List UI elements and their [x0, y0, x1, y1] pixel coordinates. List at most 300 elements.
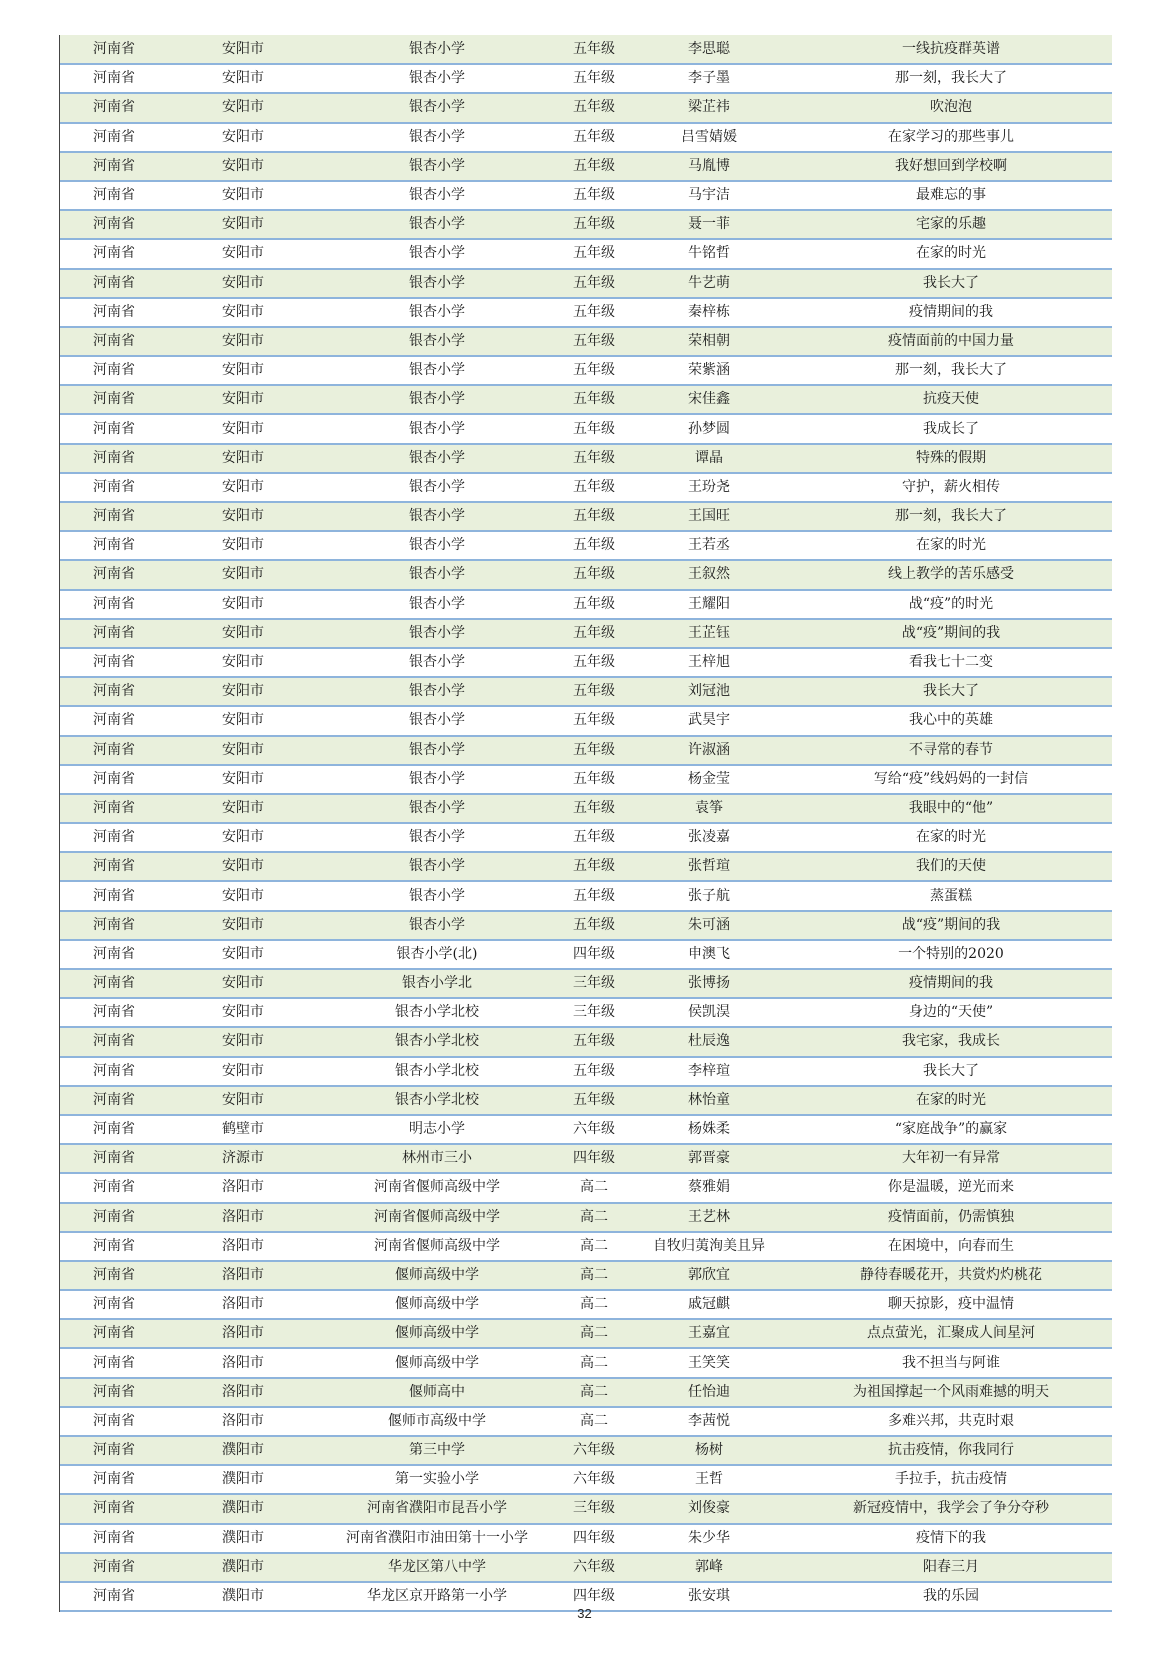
city-cell: 安阳市 — [172, 706, 314, 735]
province-cell: 河南省 — [60, 911, 172, 940]
grade-cell: 高二 — [560, 1290, 628, 1319]
table-row — [60, 1524, 1112, 1553]
province-cell: 河南省 — [60, 1086, 172, 1115]
table-row — [60, 1173, 1112, 1202]
table-row — [60, 269, 1112, 298]
school-cell: 第一实验小学 — [314, 1465, 560, 1494]
table-row — [60, 677, 1112, 706]
city-cell: 安阳市 — [172, 269, 314, 298]
title-cell: 聊天掠影，疫中温情 — [790, 1290, 1112, 1319]
title-cell: 手拉手，抗击疫情 — [790, 1465, 1112, 1494]
title-cell: 静待春暖花开，共赏灼灼桃花 — [790, 1261, 1112, 1290]
school-cell: 偃师高级中学 — [314, 1261, 560, 1290]
student-cell: 聂一菲 — [628, 210, 790, 239]
student-cell: 任怡迪 — [628, 1378, 790, 1407]
title-cell: 看我七十二变 — [790, 648, 1112, 677]
school-cell: 银杏小学 — [314, 93, 560, 122]
province-cell: 河南省 — [60, 1582, 172, 1611]
table-row — [60, 1494, 1112, 1523]
grade-cell: 五年级 — [560, 210, 628, 239]
city-cell: 濮阳市 — [172, 1553, 314, 1582]
province-cell: 河南省 — [60, 1348, 172, 1377]
grade-cell: 五年级 — [560, 706, 628, 735]
title-cell: 大年初一有异常 — [790, 1144, 1112, 1173]
school-cell: 偃师高中 — [314, 1378, 560, 1407]
province-cell: 河南省 — [60, 502, 172, 531]
province-cell: 河南省 — [60, 93, 172, 122]
student-cell: 牛铭哲 — [628, 239, 790, 268]
student-cell: 王玢尧 — [628, 473, 790, 502]
school-cell: 偃师高级中学 — [314, 1348, 560, 1377]
grade-cell: 五年级 — [560, 619, 628, 648]
student-cell: 张子航 — [628, 881, 790, 910]
province-cell: 河南省 — [60, 1144, 172, 1173]
school-cell: 华龙区京开路第一小学 — [314, 1582, 560, 1611]
title-cell: 阳春三月 — [790, 1553, 1112, 1582]
city-cell: 安阳市 — [172, 560, 314, 589]
table-row — [60, 619, 1112, 648]
grade-cell: 高二 — [560, 1348, 628, 1377]
student-cell: 郭峰 — [628, 1553, 790, 1582]
school-cell: 银杏小学北校 — [314, 1027, 560, 1056]
province-cell: 河南省 — [60, 1436, 172, 1465]
school-cell: 银杏小学(北) — [314, 940, 560, 969]
school-cell: 银杏小学 — [314, 210, 560, 239]
province-cell: 河南省 — [60, 444, 172, 473]
student-cell: 王嘉宜 — [628, 1319, 790, 1348]
student-cell: 袁筝 — [628, 794, 790, 823]
school-cell: 偃师高级中学 — [314, 1319, 560, 1348]
city-cell: 安阳市 — [172, 93, 314, 122]
school-cell: 银杏小学 — [314, 911, 560, 940]
title-cell: 在家的时光 — [790, 239, 1112, 268]
student-cell: 郭欣宜 — [628, 1261, 790, 1290]
city-cell: 濮阳市 — [172, 1582, 314, 1611]
student-cell: 张凌嘉 — [628, 823, 790, 852]
school-cell: 银杏小学 — [314, 385, 560, 414]
title-cell: 战“疫”期间的我 — [790, 911, 1112, 940]
school-cell: 河南省偃师高级中学 — [314, 1203, 560, 1232]
table-row — [60, 560, 1112, 589]
grade-cell: 五年级 — [560, 911, 628, 940]
province-cell: 河南省 — [60, 531, 172, 560]
grade-cell: 五年级 — [560, 1027, 628, 1056]
student-cell: 荣相朝 — [628, 327, 790, 356]
table-row — [60, 123, 1112, 152]
city-cell: 洛阳市 — [172, 1348, 314, 1377]
school-cell: 银杏小学北 — [314, 969, 560, 998]
province-cell: 河南省 — [60, 1553, 172, 1582]
province-cell: 河南省 — [60, 1232, 172, 1261]
student-cell: 刘俊豪 — [628, 1494, 790, 1523]
province-cell: 河南省 — [60, 852, 172, 881]
table-row — [60, 736, 1112, 765]
grade-cell: 五年级 — [560, 473, 628, 502]
city-cell: 濮阳市 — [172, 1465, 314, 1494]
province-cell: 河南省 — [60, 706, 172, 735]
city-cell: 安阳市 — [172, 648, 314, 677]
city-cell: 安阳市 — [172, 385, 314, 414]
city-cell: 鹤壁市 — [172, 1115, 314, 1144]
student-cell: 王耀阳 — [628, 590, 790, 619]
province-cell: 河南省 — [60, 1027, 172, 1056]
student-cell: 马胤博 — [628, 152, 790, 181]
title-cell: 你是温暖，逆光而来 — [790, 1173, 1112, 1202]
school-cell: 银杏小学 — [314, 677, 560, 706]
title-cell: 写给“疫”线妈妈的一封信 — [790, 765, 1112, 794]
grade-cell: 五年级 — [560, 414, 628, 443]
grade-cell: 高二 — [560, 1261, 628, 1290]
province-cell: 河南省 — [60, 1524, 172, 1553]
student-cell: 刘冠池 — [628, 677, 790, 706]
school-cell: 银杏小学 — [314, 444, 560, 473]
table-row — [60, 794, 1112, 823]
table-row — [60, 1319, 1112, 1348]
student-cell: 张博扬 — [628, 969, 790, 998]
title-cell: 我好想回到学校啊 — [790, 152, 1112, 181]
title-cell: 为祖国撑起一个风雨难撼的明天 — [790, 1378, 1112, 1407]
city-cell: 安阳市 — [172, 531, 314, 560]
student-cell: 武昊宇 — [628, 706, 790, 735]
title-cell: 一线抗疫群英谱 — [790, 35, 1112, 64]
city-cell: 济源市 — [172, 1144, 314, 1173]
student-cell: 李茜悦 — [628, 1407, 790, 1436]
school-cell: 银杏小学 — [314, 327, 560, 356]
province-cell: 河南省 — [60, 969, 172, 998]
title-cell: 那一刻，我长大了 — [790, 64, 1112, 93]
school-cell: 银杏小学 — [314, 765, 560, 794]
grade-cell: 五年级 — [560, 327, 628, 356]
title-cell: 疫情面前，仍需慎独 — [790, 1203, 1112, 1232]
city-cell: 濮阳市 — [172, 1436, 314, 1465]
student-cell: 谭晶 — [628, 444, 790, 473]
grade-cell: 六年级 — [560, 1465, 628, 1494]
student-cell: 秦梓栋 — [628, 298, 790, 327]
school-cell: 银杏小学 — [314, 881, 560, 910]
student-cell: 王艺林 — [628, 1203, 790, 1232]
city-cell: 安阳市 — [172, 473, 314, 502]
title-cell: 疫情面前的中国力量 — [790, 327, 1112, 356]
title-cell: 我宅家，我成长 — [790, 1027, 1112, 1056]
student-cell: 杜辰逸 — [628, 1027, 790, 1056]
grade-cell: 五年级 — [560, 93, 628, 122]
city-cell: 安阳市 — [172, 356, 314, 385]
grade-cell: 三年级 — [560, 1494, 628, 1523]
title-cell: 在家学习的那些事儿 — [790, 123, 1112, 152]
city-cell: 安阳市 — [172, 327, 314, 356]
student-cell: 杨树 — [628, 1436, 790, 1465]
grade-cell: 五年级 — [560, 852, 628, 881]
province-cell: 河南省 — [60, 1319, 172, 1348]
school-cell: 银杏小学 — [314, 590, 560, 619]
city-cell: 安阳市 — [172, 969, 314, 998]
award-list-table-container — [59, 35, 1112, 1612]
table-row — [60, 1027, 1112, 1056]
table-row — [60, 852, 1112, 881]
province-cell: 河南省 — [60, 473, 172, 502]
student-cell: 朱可涵 — [628, 911, 790, 940]
city-cell: 安阳市 — [172, 998, 314, 1027]
school-cell: 河南省偃师高级中学 — [314, 1173, 560, 1202]
province-cell: 河南省 — [60, 181, 172, 210]
grade-cell: 五年级 — [560, 64, 628, 93]
table-row — [60, 1290, 1112, 1319]
city-cell: 安阳市 — [172, 502, 314, 531]
school-cell: 银杏小学 — [314, 239, 560, 268]
province-cell: 河南省 — [60, 1290, 172, 1319]
province-cell: 河南省 — [60, 1494, 172, 1523]
city-cell: 安阳市 — [172, 590, 314, 619]
student-cell: 王若丞 — [628, 531, 790, 560]
school-cell: 银杏小学 — [314, 414, 560, 443]
title-cell: 抗疫天使 — [790, 385, 1112, 414]
student-cell: 申澳飞 — [628, 940, 790, 969]
province-cell: 河南省 — [60, 35, 172, 64]
table-row — [60, 823, 1112, 852]
table-row — [60, 152, 1112, 181]
title-cell: 点点萤光，汇聚成人间星河 — [790, 1319, 1112, 1348]
table-row — [60, 1261, 1112, 1290]
student-cell: 王芷钰 — [628, 619, 790, 648]
city-cell: 洛阳市 — [172, 1203, 314, 1232]
title-cell: 宅家的乐趣 — [790, 210, 1112, 239]
grade-cell: 五年级 — [560, 269, 628, 298]
table-row — [60, 1407, 1112, 1436]
table-row — [60, 210, 1112, 239]
table-row — [60, 706, 1112, 735]
student-cell: 杨金莹 — [628, 765, 790, 794]
title-cell: 在困境中，向春而生 — [790, 1232, 1112, 1261]
table-row — [60, 998, 1112, 1027]
title-cell: 战“疫”期间的我 — [790, 619, 1112, 648]
province-cell: 河南省 — [60, 648, 172, 677]
table-row — [60, 1086, 1112, 1115]
province-cell: 河南省 — [60, 794, 172, 823]
grade-cell: 五年级 — [560, 152, 628, 181]
city-cell: 安阳市 — [172, 881, 314, 910]
school-cell: 银杏小学 — [314, 64, 560, 93]
city-cell: 洛阳市 — [172, 1290, 314, 1319]
school-cell: 银杏小学 — [314, 473, 560, 502]
title-cell: 我心中的英雄 — [790, 706, 1112, 735]
title-cell: 我们的天使 — [790, 852, 1112, 881]
award-list-table — [60, 35, 1112, 1612]
table-row — [60, 1348, 1112, 1377]
table-row — [60, 35, 1112, 64]
province-cell: 河南省 — [60, 356, 172, 385]
school-cell: 银杏小学 — [314, 794, 560, 823]
school-cell: 银杏小学 — [314, 706, 560, 735]
city-cell: 安阳市 — [172, 619, 314, 648]
student-cell: 吕雪婧媛 — [628, 123, 790, 152]
table-row — [60, 911, 1112, 940]
city-cell: 洛阳市 — [172, 1378, 314, 1407]
table-row — [60, 648, 1112, 677]
province-cell: 河南省 — [60, 269, 172, 298]
grade-cell: 五年级 — [560, 1057, 628, 1086]
grade-cell: 五年级 — [560, 648, 628, 677]
province-cell: 河南省 — [60, 560, 172, 589]
grade-cell: 高二 — [560, 1378, 628, 1407]
grade-cell: 五年级 — [560, 736, 628, 765]
province-cell: 河南省 — [60, 64, 172, 93]
school-cell: 银杏小学 — [314, 531, 560, 560]
student-cell: 许淑涵 — [628, 736, 790, 765]
grade-cell: 五年级 — [560, 560, 628, 589]
title-cell: 疫情期间的我 — [790, 969, 1112, 998]
school-cell: 银杏小学 — [314, 619, 560, 648]
student-cell: 孙梦圆 — [628, 414, 790, 443]
grade-cell: 五年级 — [560, 502, 628, 531]
city-cell: 安阳市 — [172, 239, 314, 268]
school-cell: 偃师市高级中学 — [314, 1407, 560, 1436]
city-cell: 安阳市 — [172, 414, 314, 443]
title-cell: 疫情期间的我 — [790, 298, 1112, 327]
province-cell: 河南省 — [60, 677, 172, 706]
school-cell: 银杏小学北校 — [314, 998, 560, 1027]
school-cell: 银杏小学 — [314, 35, 560, 64]
school-cell: 银杏小学 — [314, 269, 560, 298]
student-cell: 王笑笑 — [628, 1348, 790, 1377]
table-row — [60, 881, 1112, 910]
school-cell: 银杏小学 — [314, 852, 560, 881]
city-cell: 安阳市 — [172, 852, 314, 881]
province-cell: 河南省 — [60, 940, 172, 969]
table-body — [60, 35, 1112, 1611]
student-cell: 王叙然 — [628, 560, 790, 589]
table-row — [60, 385, 1112, 414]
province-cell: 河南省 — [60, 1261, 172, 1290]
title-cell: 我的乐园 — [790, 1582, 1112, 1611]
title-cell: 在家的时光 — [790, 1086, 1112, 1115]
grade-cell: 五年级 — [560, 385, 628, 414]
city-cell: 濮阳市 — [172, 1494, 314, 1523]
grade-cell: 高二 — [560, 1407, 628, 1436]
grade-cell: 五年级 — [560, 677, 628, 706]
school-cell: 银杏小学 — [314, 502, 560, 531]
province-cell: 河南省 — [60, 1378, 172, 1407]
title-cell: 特殊的假期 — [790, 444, 1112, 473]
grade-cell: 六年级 — [560, 1436, 628, 1465]
student-cell: 李思聪 — [628, 35, 790, 64]
grade-cell: 五年级 — [560, 35, 628, 64]
city-cell: 安阳市 — [172, 1086, 314, 1115]
student-cell: 荣紫涵 — [628, 356, 790, 385]
city-cell: 安阳市 — [172, 444, 314, 473]
student-cell: 王国旺 — [628, 502, 790, 531]
title-cell: 一个特别的2020 — [790, 940, 1112, 969]
table-row — [60, 1436, 1112, 1465]
city-cell: 洛阳市 — [172, 1232, 314, 1261]
province-cell: 河南省 — [60, 823, 172, 852]
school-cell: 银杏小学 — [314, 736, 560, 765]
table-row — [60, 239, 1112, 268]
school-cell: 银杏小学北校 — [314, 1086, 560, 1115]
title-cell: 新冠疫情中，我学会了争分夺秒 — [790, 1494, 1112, 1523]
city-cell: 安阳市 — [172, 940, 314, 969]
grade-cell: 三年级 — [560, 969, 628, 998]
title-cell: 我长大了 — [790, 677, 1112, 706]
school-cell: 第三中学 — [314, 1436, 560, 1465]
school-cell: 银杏小学北校 — [314, 1057, 560, 1086]
city-cell: 洛阳市 — [172, 1173, 314, 1202]
province-cell: 河南省 — [60, 1057, 172, 1086]
table-row — [60, 1115, 1112, 1144]
grade-cell: 五年级 — [560, 239, 628, 268]
school-cell: 偃师高级中学 — [314, 1290, 560, 1319]
school-cell: 银杏小学 — [314, 152, 560, 181]
grade-cell: 五年级 — [560, 590, 628, 619]
school-cell: 银杏小学 — [314, 181, 560, 210]
city-cell: 安阳市 — [172, 152, 314, 181]
title-cell: 我不担当与阿谁 — [790, 1348, 1112, 1377]
grade-cell: 高二 — [560, 1232, 628, 1261]
grade-cell: 五年级 — [560, 444, 628, 473]
grade-cell: 五年级 — [560, 181, 628, 210]
student-cell: 张安琪 — [628, 1582, 790, 1611]
school-cell: 银杏小学 — [314, 560, 560, 589]
city-cell: 安阳市 — [172, 298, 314, 327]
title-cell: 身边的“天使” — [790, 998, 1112, 1027]
title-cell: 在家的时光 — [790, 531, 1112, 560]
student-cell: 戚冠麒 — [628, 1290, 790, 1319]
table-row — [60, 181, 1112, 210]
city-cell: 安阳市 — [172, 823, 314, 852]
title-cell: 最难忘的事 — [790, 181, 1112, 210]
school-cell: 银杏小学 — [314, 356, 560, 385]
title-cell: “家庭战争”的赢家 — [790, 1115, 1112, 1144]
province-cell: 河南省 — [60, 327, 172, 356]
table-row — [60, 327, 1112, 356]
student-cell: 宋佳鑫 — [628, 385, 790, 414]
city-cell: 安阳市 — [172, 64, 314, 93]
city-cell: 安阳市 — [172, 677, 314, 706]
grade-cell: 五年级 — [560, 823, 628, 852]
title-cell: 守护，薪火相传 — [790, 473, 1112, 502]
title-cell: 蒸蛋糕 — [790, 881, 1112, 910]
province-cell: 河南省 — [60, 765, 172, 794]
grade-cell: 五年级 — [560, 1086, 628, 1115]
table-row — [60, 356, 1112, 385]
province-cell: 河南省 — [60, 1115, 172, 1144]
student-cell: 自牧归荑洵美且异 — [628, 1232, 790, 1261]
title-cell: 疫情下的我 — [790, 1524, 1112, 1553]
school-cell: 银杏小学 — [314, 648, 560, 677]
city-cell: 安阳市 — [172, 911, 314, 940]
student-cell: 杨姝柔 — [628, 1115, 790, 1144]
student-cell: 李梓瑄 — [628, 1057, 790, 1086]
province-cell: 河南省 — [60, 210, 172, 239]
grade-cell: 四年级 — [560, 940, 628, 969]
grade-cell: 高二 — [560, 1173, 628, 1202]
table-row — [60, 590, 1112, 619]
province-cell: 河南省 — [60, 619, 172, 648]
province-cell: 河南省 — [60, 298, 172, 327]
province-cell: 河南省 — [60, 239, 172, 268]
province-cell: 河南省 — [60, 152, 172, 181]
table-row — [60, 1057, 1112, 1086]
province-cell: 河南省 — [60, 736, 172, 765]
title-cell: 抗击疫情，你我同行 — [790, 1436, 1112, 1465]
city-cell: 洛阳市 — [172, 1261, 314, 1290]
table-row — [60, 1144, 1112, 1173]
title-cell: 我眼中的“他” — [790, 794, 1112, 823]
student-cell: 李子墨 — [628, 64, 790, 93]
table-row — [60, 414, 1112, 443]
table-row — [60, 1203, 1112, 1232]
school-cell: 明志小学 — [314, 1115, 560, 1144]
city-cell: 洛阳市 — [172, 1319, 314, 1348]
